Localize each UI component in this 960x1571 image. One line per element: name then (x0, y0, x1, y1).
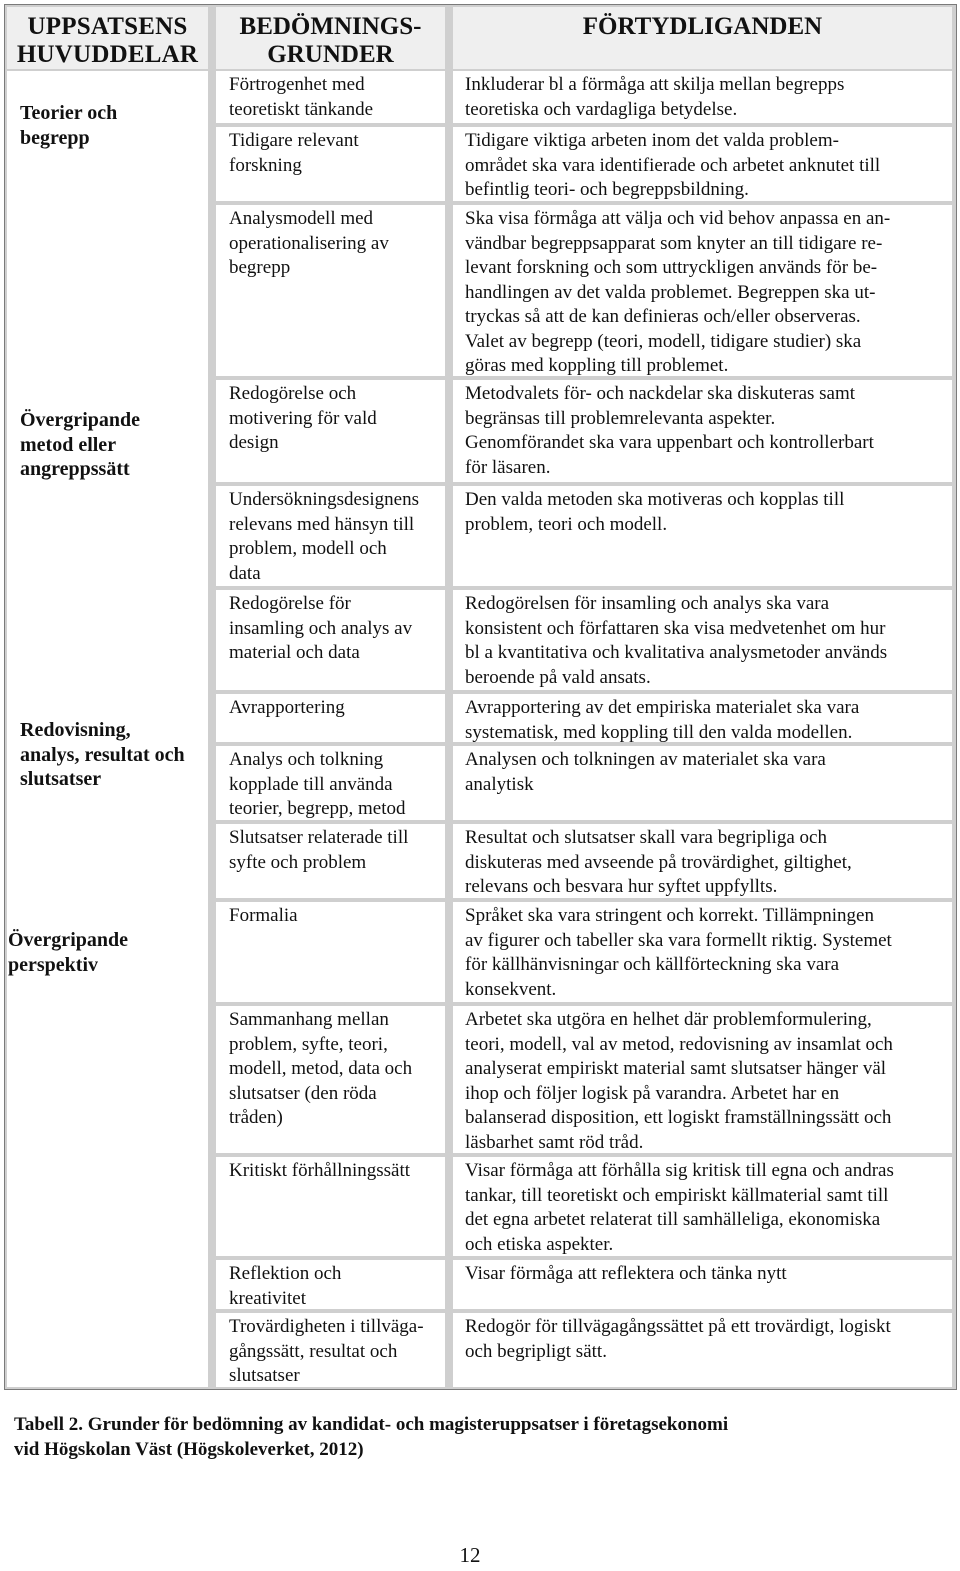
clarification-line: Språket ska vara stringent och korrekt. Tillämpningen (465, 905, 874, 926)
criterion-line: insamling och analys av (229, 617, 413, 639)
criterion-line: begrepp (229, 257, 291, 278)
parts-body (7, 71, 208, 1387)
criterion-cell (216, 1157, 445, 1256)
criterion-line: Redogörelse och (229, 383, 357, 404)
category-reporting: Redovisning, analys, resultat och slutsatser (20, 719, 185, 790)
header-clarifications-line: FÖRTYDLIGANDEN (582, 13, 823, 40)
clarification-line: och etiska aspekter. (465, 1233, 614, 1255)
clarification-line: Valet av begrepp (teori, modell, tidigare studier) ska (465, 330, 862, 352)
criterion-line: Analys och tolkning (229, 749, 384, 770)
criterion-cell (216, 824, 445, 898)
criterion-cell (216, 590, 445, 690)
criterion-line: syfte och problem (229, 851, 367, 873)
caption-line: vid Högskolan Väst (Högskoleverket, 2012) (14, 1438, 364, 1460)
clarification-line: Visar förmåga att förhålla sig kritisk till egna och andras (465, 1160, 894, 1181)
clarification-cell (453, 694, 952, 742)
clarification-line: beroende på vald ansats. (465, 666, 651, 688)
column-criteria (214, 5, 447, 1389)
criterion-line: Reflektion och (229, 1263, 342, 1284)
caption-line: Tabell 2. Grunder för bedömning av kandidat- och magisteruppsatser i företagsekonomi (14, 1414, 729, 1435)
clarification-line: Den valda metoden ska motiveras och kopplas till (465, 489, 845, 510)
criterion-line: teorier, begrepp, metod (229, 798, 406, 819)
header-criteria (216, 7, 445, 69)
clarification-line: balanserad disposition, ett logiskt framställningssätt och (465, 1107, 892, 1128)
clarification-line: levant forskning och som uttryckligen används för be- (465, 257, 878, 278)
clarification-cell (453, 127, 952, 201)
clarification-line: konsistent och författaren ska visa medvetenhet om hur (465, 617, 886, 639)
clarification-line: Avrapportering av det empiriska materialet ska vara (465, 697, 860, 718)
clarification-line: handlingen av det valda problemet. Begreppen ska ut- (465, 281, 876, 303)
header-criteria-line: BEDÖMNINGS- (239, 13, 422, 40)
category-method: Övergripande metod eller angreppssätt (20, 409, 140, 480)
criterion-cell (216, 746, 445, 820)
clarification-line: konsekvent. (465, 978, 557, 1000)
criterion-line: Redogörelse för (229, 593, 351, 614)
clarification-line: problem, teori och modell. (465, 513, 668, 535)
header-criteria-line: GRUNDER (267, 41, 394, 68)
criterion-line: Analysmodell med (229, 208, 374, 229)
header-parts-line: HUVUDDELAR (16, 41, 199, 68)
criterion-line: Formalia (229, 905, 298, 926)
clarification-cell (453, 590, 952, 690)
criterion-cell (216, 486, 445, 586)
criterion-cell (216, 1260, 445, 1309)
criterion-line: kopplade till använda (229, 773, 393, 795)
clarification-line: Inkluderar bl a förmåga att skilja mellan begrepps (465, 74, 845, 95)
clarification-cell (453, 205, 952, 376)
clarification-line: Arbetet ska utgöra en helhet där problemformulering, (465, 1009, 872, 1030)
clarification-cell (453, 746, 952, 820)
criterion-line: slutsatser (den röda (229, 1082, 377, 1104)
criterion-line: motivering för vald (229, 407, 377, 429)
clarification-cell (453, 1006, 952, 1153)
criterion-line: modell, metod, data och (229, 1058, 413, 1079)
clarification-cell (453, 380, 952, 482)
clarification-line: Resultat och slutsatser skall vara begripliga och (465, 827, 827, 848)
criterion-cell (216, 902, 445, 1002)
table-caption (14, 1413, 728, 1462)
category-perspective: Övergripande perspektiv (8, 929, 128, 976)
clarification-line: det egna arbetet relaterat till samhälleliga, ekonomiska (465, 1209, 881, 1230)
criterion-line: kreativitet (229, 1287, 307, 1309)
criterion-cell (216, 380, 445, 482)
clarification-line: analyserat empiriskt material samt slutsatser hänger väl (465, 1058, 887, 1079)
criterion-line: slutsatser (229, 1365, 300, 1386)
clarification-line: diskuteras med avseende på trovärdighet, giltighet, (465, 851, 852, 873)
column-parts (5, 5, 210, 1389)
criterion-line: Sammanhang mellan (229, 1009, 389, 1030)
clarification-line: vändbar begreppsapparat som knyter an till tidigare re- (465, 232, 883, 254)
criterion-line: Tidigare relevant (229, 130, 359, 151)
page-number: 12 (459, 1543, 481, 1567)
column-clarifications (451, 5, 954, 1389)
clarification-line: av figurer och tabeller ska vara formellt riktig. Systemet (465, 929, 892, 951)
clarification-line: Genomförandet ska vara uppenbart och kontrollerbart (465, 432, 874, 453)
clarification-line: Tidigare viktiga arbeten inom det valda problem- (465, 130, 839, 151)
category-theory: Teorier och begrepp (20, 102, 118, 149)
clarification-line: ihop och följer logisk på varandra. Arbetet har en (465, 1082, 840, 1104)
clarification-line: området ska vara identifierade och arbetet anknutet till (465, 154, 881, 176)
clarification-line: teoretiska och vardagliga betydelse. (465, 98, 738, 120)
clarification-line: tankar, till teoretiskt och empiriskt källmaterial samt till (465, 1184, 889, 1206)
criterion-line: Förtrogenhet med (229, 74, 365, 95)
clarification-line: systematisk, med koppling till den valda modellen. (465, 721, 853, 743)
criterion-line: problem, modell och (229, 538, 387, 559)
clarification-line: tryckas så att de kan definieras och/eller observeras. (465, 306, 861, 327)
clarification-cell (453, 1313, 952, 1387)
clarification-line: för läsaren. (465, 456, 551, 478)
clarification-line: relevans och besvara hur syftet uppfyllts. (465, 876, 778, 897)
clarification-cell (453, 902, 952, 1002)
criterion-cell (216, 71, 445, 123)
clarification-line: Metodvalets för- och nackdelar ska diskuteras samt (465, 383, 856, 404)
clarification-cell (453, 1157, 952, 1256)
assessment-table (4, 4, 957, 1390)
clarification-line: Ska visa förmåga att välja och vid behov anpassa en an- (465, 208, 891, 229)
criterion-line: Kritiskt förhållningssätt (229, 1160, 411, 1181)
clarification-line: Analysen och tolkningen av materialet ska vara (465, 749, 826, 770)
clarification-cell (453, 71, 952, 123)
clarification-line: göras med koppling till problemet. (465, 355, 729, 376)
clarification-line: analytisk (465, 773, 534, 795)
criterion-line: relevans med hänsyn till (229, 513, 415, 535)
clarification-cell (453, 824, 952, 898)
criterion-line: tråden) (229, 1107, 283, 1128)
header-parts (7, 7, 208, 69)
criterion-line: problem, syfte, teori, (229, 1033, 388, 1055)
clarification-line: Redogörelsen för insamling och analys ska vara (465, 593, 830, 614)
clarification-line: Visar förmåga att reflektera och tänka nytt (465, 1263, 787, 1284)
criterion-cell (216, 1313, 445, 1387)
criterion-line: material och data (229, 642, 360, 663)
criterion-line: forskning (229, 154, 302, 176)
header-parts-line: UPPSATSENS (27, 13, 188, 40)
clarification-cell (453, 486, 952, 586)
criterion-line: Trovärdigheten i tillväga- (229, 1316, 424, 1337)
header-clarifications (453, 7, 952, 69)
clarification-line: och begripligt sätt. (465, 1340, 607, 1362)
clarification-line: teori, modell, val av metod, redovisning av insamlat och (465, 1033, 893, 1055)
clarification-line: läsbarhet samt röd tråd. (465, 1131, 644, 1153)
criterion-line: Avrapportering (229, 697, 345, 718)
criterion-cell (216, 127, 445, 201)
clarification-line: för källhänvisningar och källförteckning ska vara (465, 954, 840, 975)
criterion-line: data (229, 562, 261, 584)
clarification-cell (453, 1260, 952, 1309)
criterion-line: teoretiskt tänkande (229, 98, 374, 120)
clarification-line: begränsas till problemrelevanta aspekter. (465, 407, 776, 429)
criterion-line: operationalisering av (229, 232, 389, 254)
clarification-line: befintlig teori- och begreppsbildning. (465, 179, 749, 200)
criterion-cell (216, 694, 445, 742)
criterion-cell (216, 205, 445, 376)
clarification-line: Redogör för tillvägagångssättet på ett trovärdigt, logiskt (465, 1316, 891, 1337)
clarification-line: bl a kvantitativa och kvalitativa analysmetoder används (465, 642, 888, 663)
criterion-line: Undersökningsdesignens (229, 489, 419, 510)
criterion-line: design (229, 432, 279, 453)
criterion-cell (216, 1006, 445, 1153)
criterion-line: gångssätt, resultat och (229, 1340, 398, 1362)
criterion-line: Slutsatser relaterade till (229, 827, 409, 848)
